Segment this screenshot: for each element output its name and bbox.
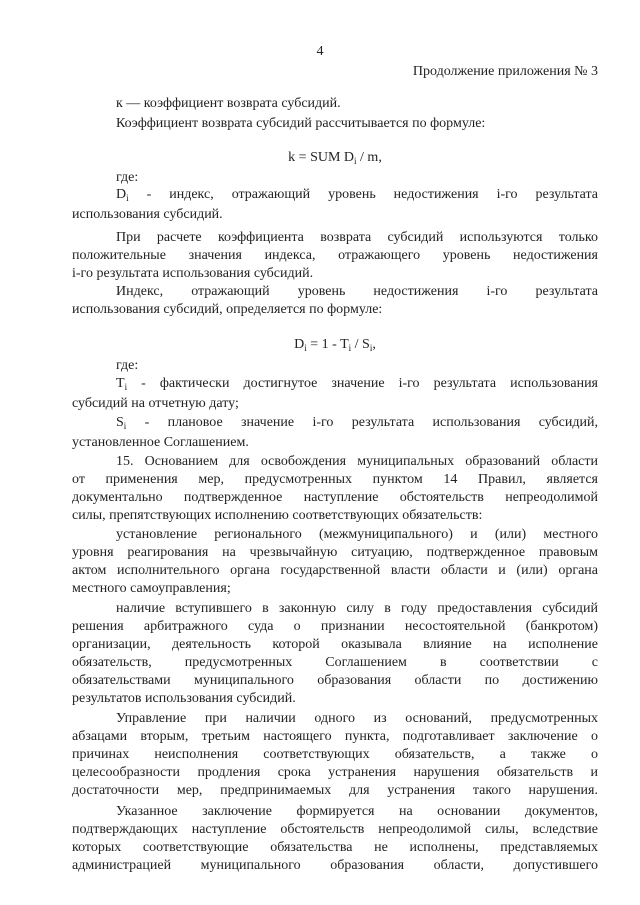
text-line: где:	[116, 358, 139, 373]
text-line: использования субсидий.	[72, 207, 223, 222]
text-line: силы, препятствующих исполнению соответствующих обязательств:	[72, 508, 483, 523]
text-line: где:	[116, 170, 139, 185]
text-line: $S_i$ - плановое значение i-го результата использования субсидий,	[116, 415, 598, 431]
text-line: положительные значения индекса, отражающего уровень недостижения	[72, 248, 598, 263]
text-line: достаточности мер, предпринимаемых для устранения такого нарушения.	[72, 783, 598, 798]
text-line: При расчете коэффициента возврата субсидий используются только	[116, 230, 598, 245]
text-line: подтверждающих наступление обстоятельств непреодолимой силы, вследствие	[72, 822, 598, 837]
text-line: $T_i$ - фактически достигнутое значение i-го результата использования	[116, 376, 598, 392]
text-line: использования субсидий, определяется по формуле:	[72, 302, 383, 317]
formula: $D_i = 1 - T_i / S_i$,	[294, 337, 376, 353]
text-line: $D_i$ - индекс, отражающий уровень недостижения i-го результата	[116, 187, 598, 203]
text-line: субсидий на отчетную дату;	[72, 396, 239, 411]
formula: k = SUM $D_i$ / m,	[288, 150, 382, 166]
text-line: установление регионального (межмуниципального) и (или) местного	[116, 527, 598, 542]
text-line: Индекс, отражающий уровень недостижения i-го результата	[116, 284, 598, 299]
appendix-header: Продолжение приложения № 3	[412, 64, 598, 79]
text-line: i-го результата использования субсидий.	[72, 266, 314, 281]
text-line: уровня реагирования на чрезвычайную ситуацию, подтвержденное правовым	[72, 545, 598, 560]
text-line: администрацией муниципального образования области, допустившего	[72, 858, 598, 873]
text-line: к — коэффициент возврата субсидий.	[116, 96, 341, 111]
text-line: Указанное заключение формируется на основании документов,	[116, 804, 598, 819]
text-line: которых соответствующие обязательства не исполнены, представляемых	[72, 840, 598, 855]
text-line: местного самоуправления;	[72, 581, 231, 596]
text-line: целесообразности продления срока устранения нарушения обязательств и	[72, 765, 598, 780]
page-number: 4	[316, 44, 324, 59]
text-line: актом исполнительного органа государственной власти области и (или) органа	[72, 563, 598, 578]
text-line: организации, деятельность которой оказывала влияние на исполнение	[72, 637, 598, 652]
text-line: документально подтвержденное наступление обстоятельств непреодолимой	[72, 490, 598, 505]
text-line: от применения мер, предусмотренных пунктом 14 Правил, является	[72, 472, 598, 487]
text-line: обязательств, предусмотренных Соглашением в соответствии с	[72, 655, 598, 670]
text-line: решения арбитражного суда о признании несостоятельной (банкротом)	[72, 619, 598, 634]
text-line: обязательствами муниципального образования области по достижению	[72, 673, 598, 688]
text-line: Управление при наличии одного из оснований, предусмотренных	[116, 711, 598, 726]
text-line: результатов использования субсидий.	[72, 691, 296, 706]
text-line: наличие вступившего в законную силу в году предоставления субсидий	[116, 601, 598, 616]
text-line: причинах неисполнения соответствующих обязательств, а также о	[72, 747, 598, 762]
text-line: Коэффициент возврата субсидий рассчитывается по формуле:	[116, 116, 486, 131]
text-line: установленное Соглашением.	[72, 435, 249, 450]
text-line: абзацами вторым, третьим настоящего пункта, подготавливает заключение о	[72, 729, 598, 744]
text-line: 15. Основанием для освобождения муниципальных образований области	[116, 454, 598, 469]
